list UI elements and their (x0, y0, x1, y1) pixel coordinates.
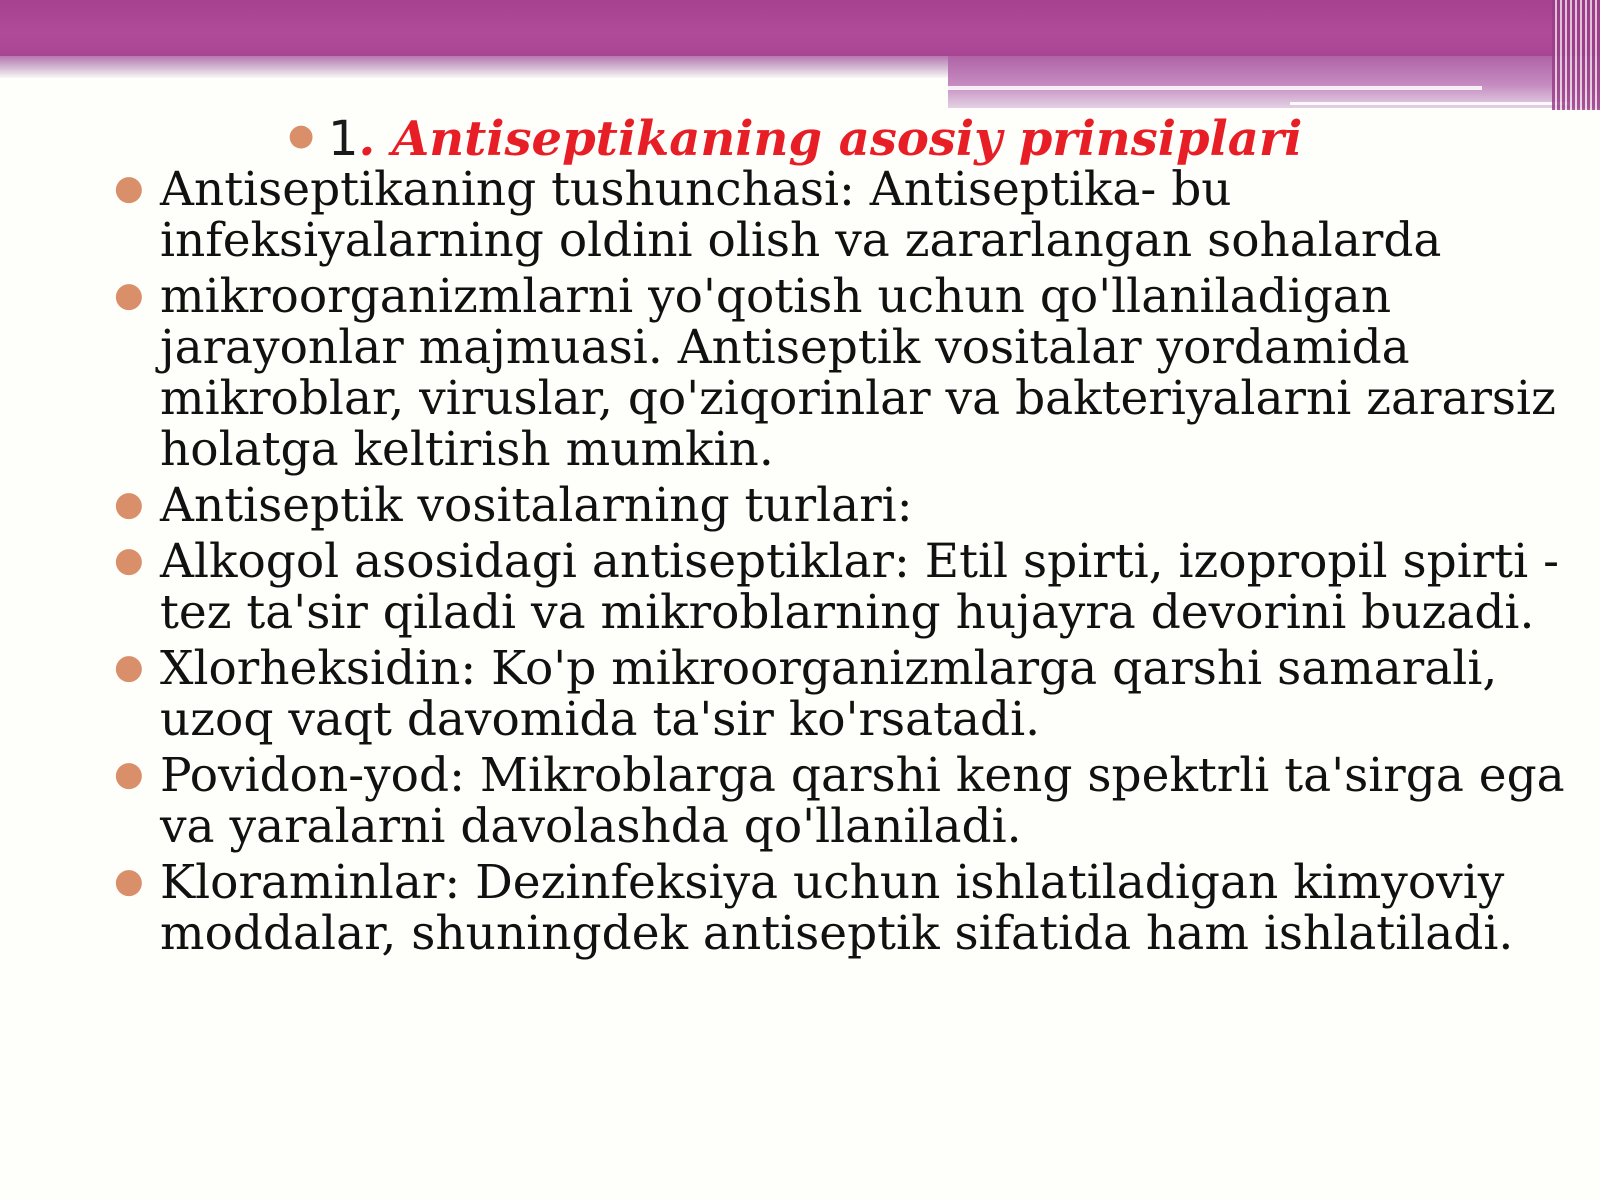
bullet-icon: ● (114, 484, 144, 524)
list-item (114, 643, 1584, 745)
list-item (114, 480, 1584, 531)
slide-title (288, 108, 1302, 167)
banner-stripes (1552, 0, 1600, 110)
list-item-text: Povidon-yod: Mikroblarga qarshi keng spektrli ta'sirga ega va yaralarni davolashda qo'llaniladi. (160, 748, 1565, 854)
list-item-text: Xlorheksidin: Ko'p mikroorganizmlarga qarshi samarali, uzoq vaqt davomida ta'sir ko'rsatadi. (160, 641, 1498, 747)
title-number: 1 (328, 111, 359, 167)
title-text: . Antiseptikaning asosiy prinsiplari (358, 111, 1303, 167)
list-item-text: Kloraminlar: Dezinfeksiya uchun ishlatiladigan kimyoviy moddalar, shuningdek antiseptik sifatida ham ishlatiladi. (160, 855, 1514, 961)
list-item-text: Antiseptik vositalarning turlari: (160, 478, 913, 533)
list-item (114, 271, 1584, 475)
list-item (114, 750, 1584, 852)
banner-step (948, 56, 1600, 108)
title-bullet-icon: ● (288, 118, 315, 153)
list-item (114, 164, 1584, 266)
bullet-icon: ● (114, 168, 144, 208)
list-item (114, 857, 1584, 959)
banner-highlight-line (948, 86, 1482, 90)
banner-highlight-line-2 (1290, 102, 1570, 105)
bullet-icon: ● (114, 754, 144, 794)
list-item (114, 536, 1584, 638)
bullet-icon: ● (114, 647, 144, 687)
bullet-list (114, 164, 1584, 964)
list-item-text: Alkogol asosidagi antiseptiklar: Etil spirti, izopropil spirti - tez ta'sir qiladi va mikroblarning hujayra devorini buzadi. (160, 534, 1559, 640)
bullet-icon: ● (114, 861, 144, 901)
bullet-icon: ● (114, 275, 144, 315)
top-banner (0, 0, 1600, 56)
list-item-text: mikroorganizmlarni yo'qotish uchun qo'llaniladigan jarayonlar majmuasi. Antiseptik vositalar yordamida mikroblar, viruslar, qo'ziqorinlar va bakteriyalarni zararsiz holatga keltirish mumkin. (160, 269, 1556, 477)
bullet-icon: ● (114, 540, 144, 580)
list-item-text: Antiseptikaning tushunchasi: Antiseptika- bu infeksiyalarning oldini olish va zararlangan sohalarda (160, 162, 1442, 268)
